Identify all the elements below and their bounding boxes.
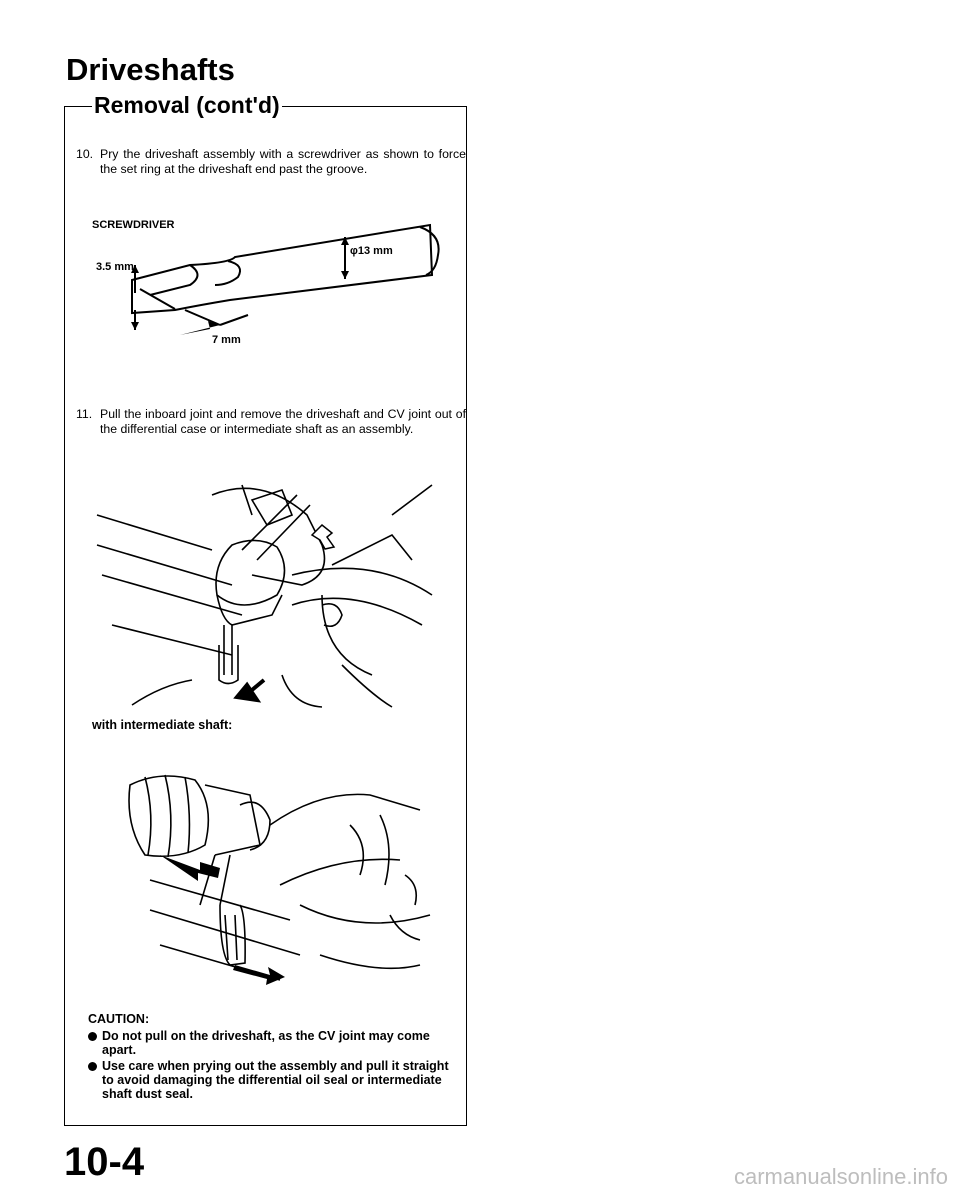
caution-item (88, 1029, 460, 1057)
section-title: Removal (cont'd) (94, 92, 280, 118)
screwdriver-label: SCREWDRIVER (92, 219, 175, 231)
bullet-icon (88, 1032, 97, 1041)
caution-block (88, 1012, 460, 1103)
intermediate-shaft-caption: with intermediate shaft: (92, 718, 233, 732)
watermark: carmanualsonline.info (733, 1164, 948, 1189)
bullet-icon (88, 1062, 97, 1071)
caution-heading: CAUTION: (88, 1012, 150, 1026)
step-number: 11. (76, 407, 93, 421)
inboard-joint-illustration (92, 475, 442, 710)
caution-item-text: Do not pull on the driveshaft, as the CV joint may come apart. (102, 1029, 430, 1057)
step-number: 10. (76, 147, 94, 161)
page-number: 10-4 (64, 1140, 145, 1184)
intermediate-shaft-illustration (120, 765, 440, 995)
caution-item-text: Use care when prying out the assembly and pull it straight to avoid damaging the differential oil seal or intermediate shaft dust seal. (102, 1059, 449, 1101)
step-text: Pry the driveshaft assembly with a screwdriver as shown to force the set ring at the driveshaft end past the groove. (100, 147, 466, 176)
caution-item (88, 1059, 460, 1101)
page-title: Driveshafts (66, 52, 235, 87)
step-text: Pull the inboard joint and remove the driveshaft and CV joint out of the differential case or intermediate shaft as an assembly. (100, 407, 466, 436)
width-dimension: 7 mm (212, 334, 241, 346)
diameter-dimension: φ13 mm (350, 245, 393, 257)
tip-dimension: 3.5 mm (96, 261, 134, 273)
